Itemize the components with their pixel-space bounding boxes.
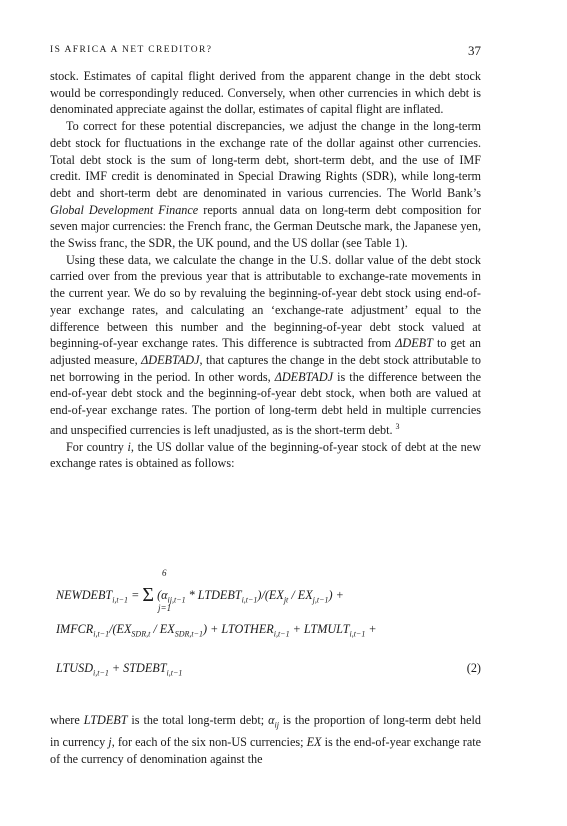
variable-delta-debtadj: ΔDEBTADJ [141,352,200,367]
body-text [50,68,481,472]
equation-line-1 [56,582,481,605]
equation-line-3 [56,661,481,677]
closing-text-e: is the end-of-year exchange rate of the currency of denomination against the [50,735,482,766]
subscript: SDR,t [131,629,151,639]
equation-line-3-text: $LTUSD_{i,t-1}$ + $STDEBT_{i,t-1}$ [56,661,183,678]
variable-i: i [127,439,131,454]
paragraph-4-text-a: For country [66,439,124,454]
subscript: i,t−1 [93,629,110,639]
paragraph-2-text-a: To correct for these potential discrepancies, we adjust the change in the long-term debt stock for fluctuations in the exchange rate of the dollar against other currencies. Total debt stock is the sum of long-term debt, short-term debt, and the use of IMF credit. IMF credit is denominated in Special Drawing Rights (SDR), while long-term debt and short-term debt are denominated in various currencies. The World Bank’s [50,119,481,200]
paragraph-4-text-b: , the US dollar value of the beginning-of-year stock of debt at the new exchange rates is obtained as follows: [50,439,481,471]
subscript: ij,t−1 [167,595,186,605]
alpha-subscript: ij [274,720,279,730]
variable-delta-debt: ΔDEBT [395,336,433,351]
paragraph-2 [50,118,481,252]
variable-delta-debtadj-2: ΔDEBTADJ [274,369,334,384]
subscript: i,t−1 [349,629,366,639]
variable-ex: EX [306,735,322,750]
subscript: j,t−1 [312,595,329,605]
publication-title: Global Development Finance [50,202,199,217]
running-title: IS AFRICA A NET CREDITOR? [50,45,213,55]
closing-text-c: is the proportion of long-term debt held in currency [50,713,482,750]
equation-line-1-text: $NEWDEBT_{i,t-1} = \Sigma$ ($\alpha_{ij,t-1}$ * $LTDEBT_{i,t-1})/(EX_{jt} / EX_{j,t-1})$ + [56,584,344,606]
closing-text-d: , for each of the six non-US currencies; [111,735,304,750]
equation-line-2 [56,622,481,638]
alpha-symbol: α [268,713,275,727]
summation-symbol: Σ [142,584,155,606]
paragraph-3-text-a: Using these data, we calculate the change in the U.S. dollar value of the debt stock carried over from the previous year that is attributable to exchange-rate movements in the current year. We do so by revaluing the beginning-of-year debt stock using end-of-year exchange rates, and calculating an ‘exchange-rate adjustment’ equal to the difference between this number and the beginning-of-year debt stock valued at beginning-of-year exchange rates. This difference is subtracted from [50,252,481,351]
subscript: i,t−1 [273,629,290,639]
subscript: i,t−1 [93,668,109,678]
subscript: SDR,t−1 [174,629,203,639]
paragraph-3-text-c: , that captures the change in the debt stock attributable to net borrowing in the period. In other words, [50,352,482,384]
subscript: i,t−1 [166,668,183,678]
closing-text-a: where [50,713,80,727]
closing-text-b: is the total long-term debt; [131,713,265,727]
equation-line-2-text: $IMFCR_{i,t-1}/(EX_{SDR,t} / EX_{SDR,t-1})$ + $LTOTHER_{i,t-1}$ + $LTMULT_{i,t-1}$ + [56,622,377,639]
sum-lower-limit: j=1 [158,603,172,613]
sum-upper-limit: 6 [162,568,167,578]
footnote-marker: 3 [395,421,400,431]
variable-j: j [108,735,112,750]
subscript: i,t−1 [241,595,258,605]
equation-number: (2) [466,661,481,675]
paragraph-2-text-b: reports annual data on long-term debt composition for seven major currencies: the French franc, the German Deutsche mark, the Japanese yen, the Swiss franc, the SDR, the UK pound, and the US dollar (see Table 1). [50,202,481,251]
paragraph-3 [50,252,481,439]
variable-ltdebt: LTDEBT [83,713,128,727]
page-number: 37 [468,43,481,58]
variable-alpha [268,713,279,730]
paragraph-3-text-d: is the difference between the end-of-year debt stock and the beginning-of-year debt stock, when both are valued at end-of-year exchange rates. The portion of long-term debt held in multiple currencies and unspecified currencies is left unadjusted, as is the short-term debt. [50,369,482,437]
paragraph-1: stock. Estimates of capital flight derived from the apparent change in the debt stock would be correspondingly reduced. Conversely, when other currencies in which debt is denominated appreciate against the dollar, estimates of capital flight are inflated. [50,69,481,117]
closing-paragraph [50,712,481,768]
closing-paragraph-text [50,712,481,768]
subscript: i,t−1 [112,595,129,605]
paragraph-4 [50,439,481,472]
subscript: jt [283,595,289,605]
running-header [50,43,481,59]
paragraph-3-text-b: to get an adjusted measure, [50,336,482,367]
